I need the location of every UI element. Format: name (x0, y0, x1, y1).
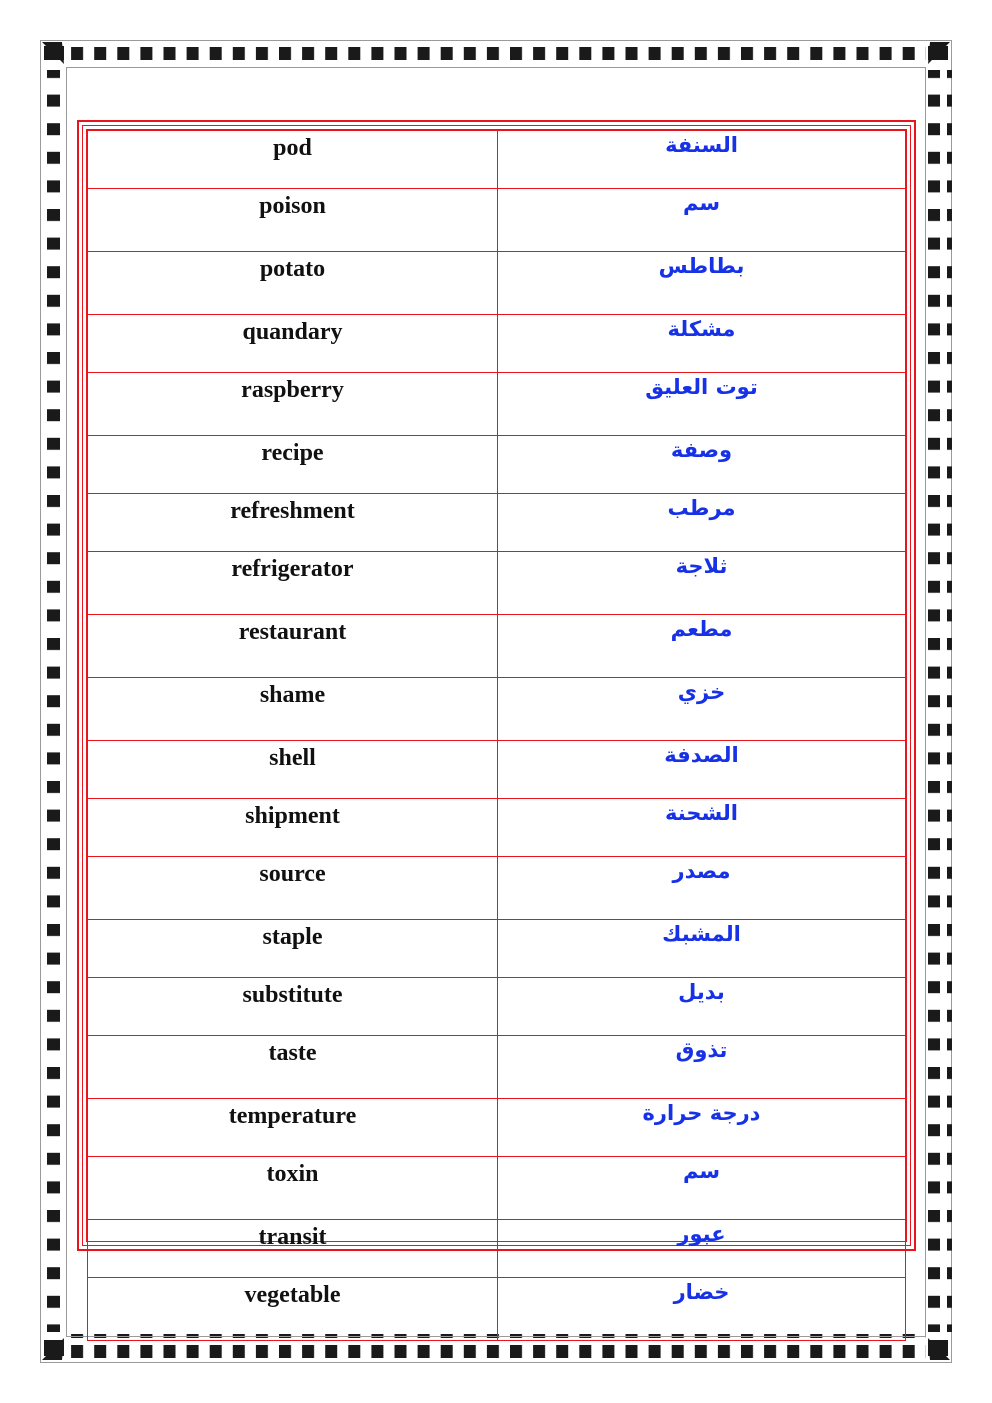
arabic-translation: تذوق (498, 1036, 906, 1099)
table-row (88, 1036, 906, 1099)
arabic-translation: خزي (498, 678, 906, 741)
arabic-translation: درجة حرارة (498, 1099, 906, 1157)
english-word: staple (88, 920, 498, 978)
arabic-translation: بديل (498, 978, 906, 1036)
table-row (88, 978, 906, 1036)
table-row (88, 315, 906, 373)
table-row (88, 1157, 906, 1220)
table-row (88, 741, 906, 799)
english-word: recipe (88, 436, 498, 494)
english-word: shipment (88, 799, 498, 857)
arabic-translation: المشبك (498, 920, 906, 978)
arabic-translation: سم (498, 189, 906, 252)
arabic-translation: مطعم (498, 615, 906, 678)
table-row (88, 252, 906, 315)
table-row (88, 857, 906, 920)
english-word: refrigerator (88, 552, 498, 615)
table-row (88, 436, 906, 494)
vocabulary-table (87, 130, 906, 1341)
arabic-translation: مرطب (498, 494, 906, 552)
table-row (88, 189, 906, 252)
table-row (88, 1220, 906, 1278)
table-row (88, 552, 906, 615)
english-word: taste (88, 1036, 498, 1099)
arabic-translation: مشكلة (498, 315, 906, 373)
arabic-translation: الصدفة (498, 741, 906, 799)
english-word: toxin (88, 1157, 498, 1220)
table-row (88, 1278, 906, 1341)
table-row (88, 920, 906, 978)
english-word: restaurant (88, 615, 498, 678)
english-word: pod (88, 131, 498, 189)
arabic-translation: سم (498, 1157, 906, 1220)
arabic-translation: الشحنة (498, 799, 906, 857)
table-row (88, 799, 906, 857)
english-word: shame (88, 678, 498, 741)
english-word: vegetable (88, 1278, 498, 1341)
english-word: refreshment (88, 494, 498, 552)
english-word: substitute (88, 978, 498, 1036)
table-row (88, 678, 906, 741)
english-word: source (88, 857, 498, 920)
english-word: poison (88, 189, 498, 252)
arabic-translation: مصدر (498, 857, 906, 920)
table-row (88, 615, 906, 678)
english-word: temperature (88, 1099, 498, 1157)
arabic-translation: بطاطس (498, 252, 906, 315)
arabic-translation: السنفة (498, 131, 906, 189)
arabic-translation: وصفة (498, 436, 906, 494)
english-word: quandary (88, 315, 498, 373)
arabic-translation: خضار (498, 1278, 906, 1341)
table-row (88, 1099, 906, 1157)
vocabulary-table-frame (77, 120, 916, 1308)
english-word: transit (88, 1220, 498, 1278)
table-row (88, 131, 906, 189)
table-row (88, 373, 906, 436)
arabic-translation: ثلاجة (498, 552, 906, 615)
arabic-translation: عبور (498, 1220, 906, 1278)
table-row (88, 494, 906, 552)
english-word: shell (88, 741, 498, 799)
english-word: raspberry (88, 373, 498, 436)
arabic-translation: توت العليق (498, 373, 906, 436)
english-word: potato (88, 252, 498, 315)
